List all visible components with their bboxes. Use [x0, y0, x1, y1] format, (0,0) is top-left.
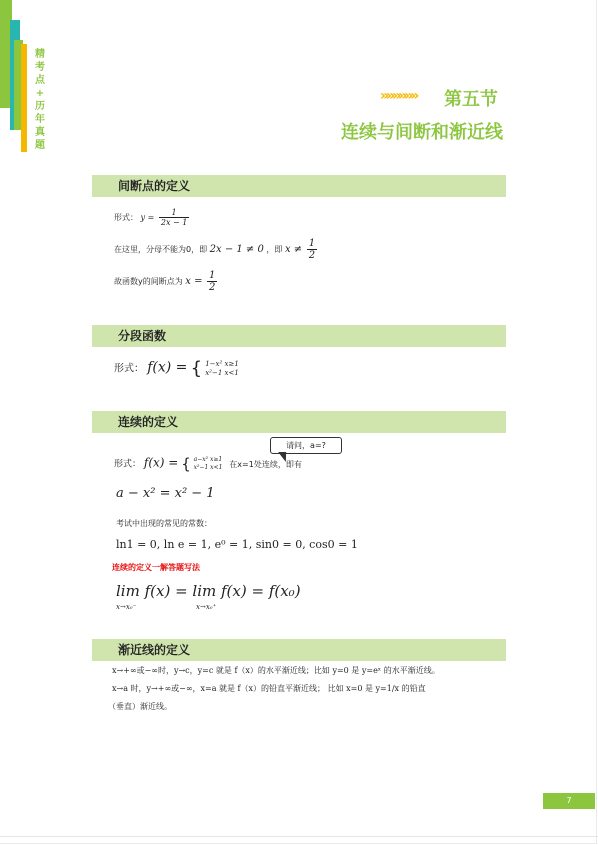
- formula-lhs: f(x) =: [143, 455, 179, 470]
- continuity-equation: a − x² = x² − 1: [116, 486, 215, 501]
- side-char: 精: [35, 49, 45, 60]
- fraction: [159, 208, 189, 227]
- sec1-line3: [114, 270, 219, 293]
- section-header-discontinuity: 间断点的定义: [92, 175, 506, 197]
- page-number: 7: [543, 793, 595, 809]
- limit-subscript-left: x→x₀⁻: [116, 603, 137, 611]
- answer-method-title: 连续的定义一解答题写法: [112, 563, 200, 572]
- decor-bar-yellow: [21, 44, 27, 152]
- sec1-line2: [114, 238, 319, 261]
- fraction: [307, 238, 317, 261]
- section-number: 第五节: [444, 89, 498, 110]
- section-header-continuity: 连续的定义: [92, 411, 506, 433]
- fraction-numerator: 1: [159, 208, 189, 218]
- side-char: 题: [35, 140, 45, 151]
- fraction-denominator: 2: [209, 282, 216, 293]
- fraction-denominator: 2x − 1: [160, 218, 188, 227]
- text: 在x=1处连续，即有: [229, 459, 302, 469]
- formula-lhs: f(x) =: [147, 359, 188, 376]
- sec3-form-line: [114, 455, 302, 473]
- brace-icon: {: [190, 358, 203, 379]
- sec2-form-line: [114, 358, 239, 379]
- side-char: 点: [35, 75, 45, 86]
- case: x²−1 x<1: [193, 464, 223, 471]
- asymptote-paragraph: [108, 662, 508, 716]
- chevrons-icon: »»»»»»: [380, 88, 417, 104]
- piecewise-cases: [205, 360, 239, 378]
- fraction-numerator: 1: [308, 238, 316, 249]
- case: a−x² x≥1: [193, 456, 223, 463]
- case: x²−1 x<1: [205, 368, 239, 377]
- brace-icon: {: [181, 455, 191, 473]
- case: 1−x² x≥1: [205, 359, 239, 368]
- side-char: 考: [35, 62, 45, 73]
- fraction: [207, 270, 217, 293]
- section-header-piecewise: 分段函数: [92, 325, 506, 347]
- text: 故函数y的间断点为: [114, 277, 183, 286]
- formula: 2x − 1 ≠ 0: [209, 244, 264, 255]
- fraction-numerator: 1: [209, 270, 216, 281]
- limit-subscript-right: x→x₀⁺: [196, 603, 217, 611]
- paragraph-line: x→+∞或−∞时，y→c，y=c 就是 f（x）的水平渐近线；比如 y=0 是 y=eˣ 的水平渐近线。: [112, 666, 440, 675]
- sec1-form-line: [114, 208, 191, 227]
- text: ，即: [266, 245, 283, 254]
- formula: x ≠: [284, 244, 303, 255]
- limit-equation: lim f(x) = lim f(x) = f(x₀): [116, 582, 301, 600]
- form-label: 形式：: [114, 459, 142, 470]
- section-header-asymptote: 渐近线的定义: [92, 639, 506, 661]
- side-char: +: [35, 88, 45, 99]
- side-char: 年: [35, 114, 45, 125]
- bottom-divider: [0, 836, 598, 837]
- constants-formula: ln1 = 0, ln e = 1, e⁰ = 1, sin0 = 0, cos0 = 1: [116, 538, 358, 551]
- side-label: [33, 48, 47, 152]
- side-char: 历: [35, 101, 45, 112]
- constants-label: 考试中出现的常见的常数：: [116, 519, 212, 528]
- question-callout: 请问，a=?: [270, 437, 342, 454]
- form-label: 形式：: [114, 213, 138, 222]
- fraction-denominator: 2: [308, 250, 316, 261]
- text: 在这里，分母不能为0，即: [114, 245, 208, 254]
- formula: x =: [185, 276, 203, 287]
- form-label: 形式：: [114, 363, 144, 375]
- section-title: 连续与间断和渐近线: [341, 122, 503, 143]
- side-char: 真: [35, 127, 45, 138]
- paragraph-line: x→a 时，y→+∞或−∞，x=a 就是 f（x）的铅直平渐近线； 比如 x=0 是 y=1/x 的铅直: [112, 684, 426, 693]
- formula-lhs: y =: [140, 213, 155, 222]
- piecewise-cases: [194, 456, 223, 472]
- paragraph-line: （垂直）渐近线。: [108, 702, 172, 711]
